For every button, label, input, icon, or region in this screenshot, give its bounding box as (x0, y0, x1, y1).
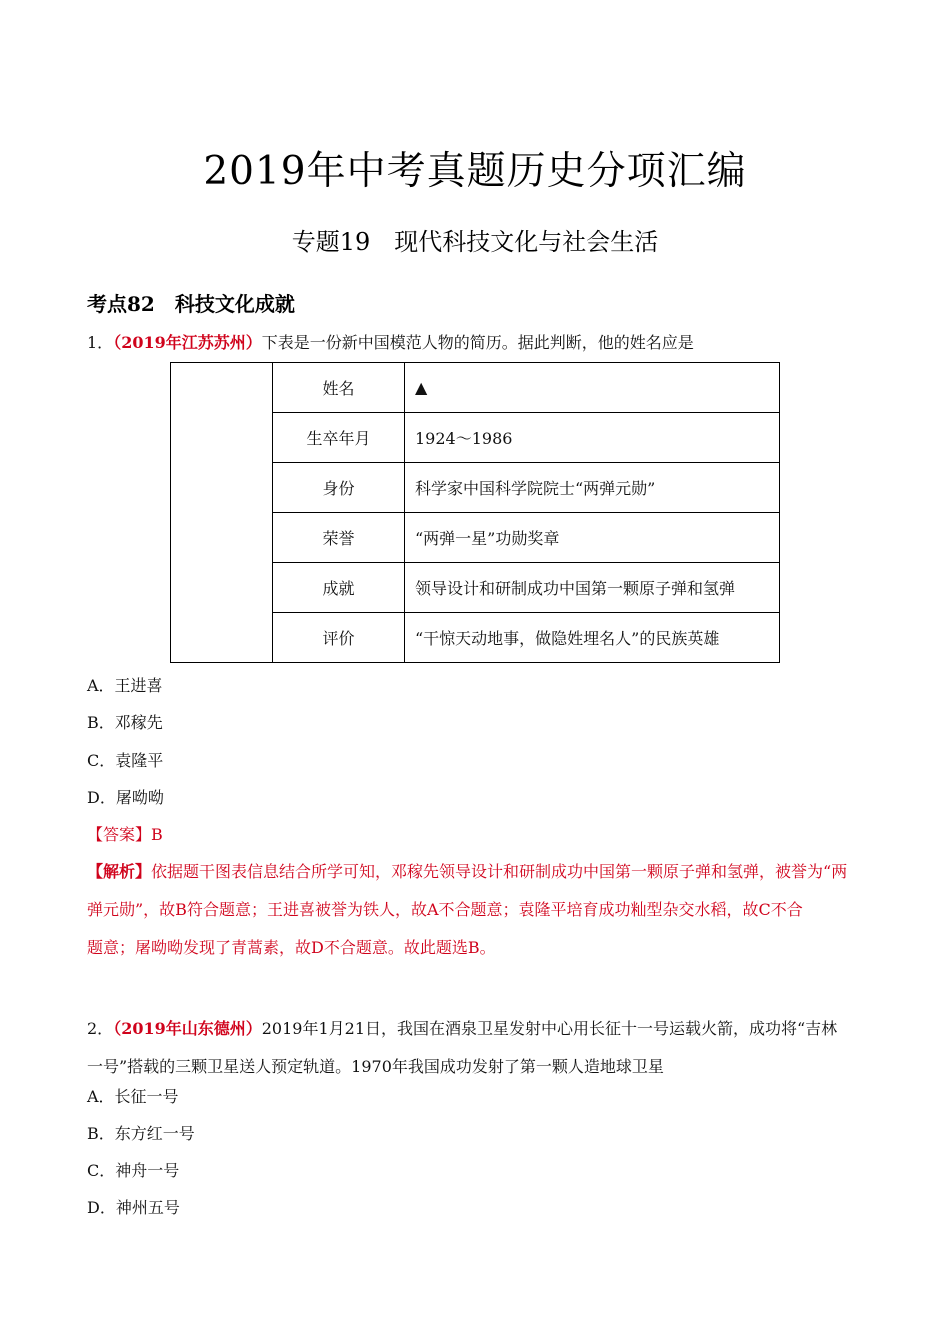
table-label: 评价 (273, 613, 405, 663)
question-text: 2019年1月21日，我国在酒泉卫星发射中心用长征十一号运载火箭，成功将“吉林 (261, 1019, 838, 1038)
section-heading: 考点82 科技文化成就 (87, 292, 295, 316)
table-value: “干惊天动地事，做隐姓埋名人”的民族英雄 (405, 613, 780, 663)
page-title: 2019年中考真题历史分项汇编 (203, 149, 747, 194)
analysis-label: 【解析】 (87, 862, 152, 881)
question-2-stem (87, 1010, 865, 1086)
table-label: 成就 (273, 563, 405, 613)
photo-cell (171, 363, 273, 663)
question-text: 下表是一份新中国模范人物的简历。据此判断，他的姓名应是 (261, 333, 694, 352)
option-c: C．袁隆平 (87, 751, 164, 770)
analysis-text: 依据题干图表信息结合所学可知，邓稼先领导设计和研制成功中国第一颗原子弹和氢弹，被誉为“两 (151, 862, 848, 881)
biography-table (170, 362, 780, 663)
answer-label: 【答案】 (87, 825, 152, 844)
question-line (87, 1010, 865, 1048)
table-value: ▲ (405, 363, 780, 413)
option-d: D．神州五号 (87, 1198, 180, 1217)
analysis-line: 题意；屠呦呦发现了青蒿素，故D不合题意。故此题选B。 (87, 938, 496, 957)
table-value: 1924～1986 (405, 413, 780, 463)
question-line: 一号”搭载的三颗卫星送人预定轨道。1970年我国成功发射了第一颗人造地球卫星 (87, 1057, 664, 1076)
page-subtitle: 专题19 现代科技文化与社会生活 (291, 228, 659, 256)
answer-value: B (151, 825, 163, 844)
table-label: 身份 (273, 463, 405, 513)
question-number: 2． (87, 1019, 114, 1038)
option-a: A．王进喜 (87, 676, 163, 695)
option-b: B．邓稼先 (87, 713, 163, 732)
table-row (171, 363, 780, 413)
table-value: “两弹一星”功勋奖章 (405, 513, 780, 563)
table-label: 生卒年月 (273, 413, 405, 463)
answer-line (87, 825, 163, 845)
question-1-stem (87, 333, 694, 353)
table-label: 荣誉 (273, 513, 405, 563)
question-number: 1． (87, 333, 114, 352)
table-label: 姓名 (273, 363, 405, 413)
table-value: 科学家中国科学院院士“两弹元勋” (405, 463, 780, 513)
option-b: B．东方红一号 (87, 1124, 195, 1143)
question-source: （2019年山东德州） (113, 1019, 262, 1038)
option-d: D．屠呦呦 (87, 788, 164, 807)
option-a: A．长征一号 (87, 1087, 179, 1106)
option-c: C．神舟一号 (87, 1161, 180, 1180)
analysis-paragraph (87, 853, 865, 967)
table-value: 领导设计和研制成功中国第一颗原子弹和氢弹 (405, 563, 780, 613)
question-source: （2019年江苏苏州） (113, 333, 262, 352)
analysis-line (87, 853, 865, 891)
analysis-line: 弹元勋”，故B符合题意；王进喜被誉为铁人，故A不合题意；袁隆平培育成功籼型杂交水稻，故C不合 (87, 900, 803, 919)
